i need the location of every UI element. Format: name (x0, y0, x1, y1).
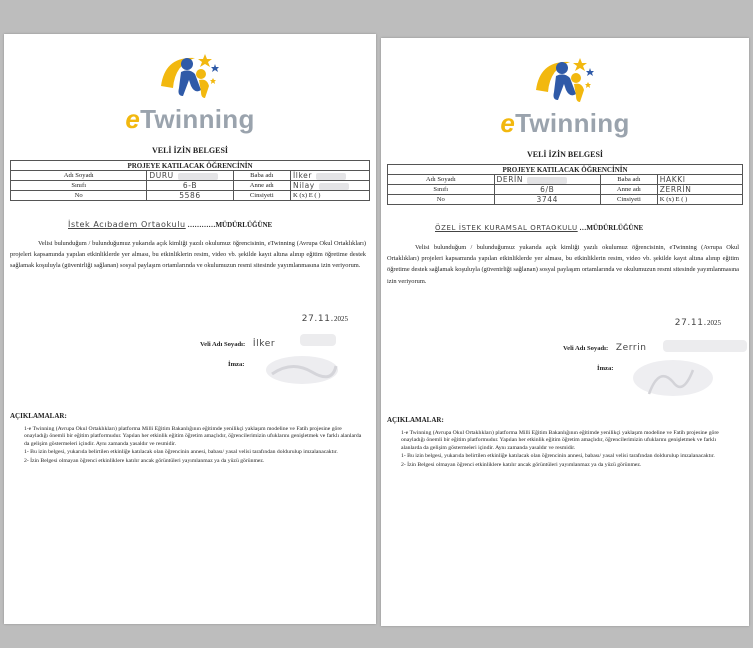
aciklamalar-heading: AÇIKLAMALAR: (10, 412, 67, 420)
label-student-name: Adı Soyadı (11, 171, 147, 181)
redacted-surname (178, 173, 218, 180)
label-student-name: Adı Soyadı (388, 175, 495, 185)
student-name-value: DURU (149, 171, 174, 180)
mother-name-value: ZERRİN (659, 185, 692, 194)
label-father-name: Baba adı (601, 175, 658, 185)
father-name-value: İlker (293, 171, 313, 180)
gender-value: K (x) E ( ) (659, 196, 688, 203)
note-1: 1-e Twinning (Avrupa Okul Ortaklıkları) platforma Milli Eğitim Bakanlığının eğitimde yenilikçi yaklaşım modeline ve Fatih projesine göre onayladığı önemli bir eğitim platformudur. Yapılan her etkinlik eğitim öğretim amaçlıdır, öğrencilerimizin ufuklarını genişletmek ve farklı alanlarda da gelişim göstermeleri içindir. Aynı zamanda yasaldır ve resmidir. (401, 430, 719, 451)
label-class: Sınıfı (11, 181, 147, 191)
notes-section (10, 426, 364, 466)
etwinning-figure-icon (155, 46, 225, 108)
date-handwritten: 27.11. (301, 314, 334, 324)
gender-value: K (x) E ( ) (293, 192, 321, 199)
no-value: 3744 (536, 195, 558, 204)
etwinning-figure-icon (530, 50, 600, 112)
note-3: 2- İzin Belgesi olmayan öğrenci etkinliklere katılır ancak görüntüleri yayımlanmaz ya da yüzü görünmez. (401, 461, 642, 468)
note-1: 1-e Twinning (Avrupa Okul Ortaklıkları) platforma Milli Eğitim Bakanlığının eğitimde yenilikçi yaklaşım modeline ve Fatih projesine göre onayladığı önemli bir eğitim platformudur. Yapılan her etkinlik eğitim öğretim amaçlıdır, öğrencilerimizin ufuklarını genişletmek ve farklı alanlarda da gelişim göstermeleri içindir. Aynı zamanda yasaldır ve resmidir. (24, 426, 362, 447)
signature-blur (629, 356, 719, 406)
father-name-value: HAKKI (659, 175, 686, 184)
class-value: 6/B (540, 185, 555, 194)
signature-label: İmza: (228, 361, 245, 368)
student-info-table (387, 164, 743, 205)
date-year: 2025 (334, 315, 348, 323)
aciklamalar-heading: AÇIKLAMALAR: (387, 416, 444, 424)
document-title: VELİ İZİN BELGESİ (526, 150, 604, 159)
mudurlugune-label: MÜDÜRLÜĞÜNE (215, 221, 273, 229)
notes-section (387, 430, 737, 470)
class-value: 6-B (182, 181, 198, 190)
school-line: ÖZEL İSTEK KURAMSAL ORTAOKULU …MÜDÜRLÜĞÜNE (435, 224, 644, 232)
date-year: 2025 (707, 319, 721, 327)
school-name: İstek Acıbadem Ortaokulu (68, 220, 186, 229)
logo-wordmark: eTwinning (125, 104, 255, 134)
consent-body-text: Velisi bulunduğum / bulunduğumuz yukarıda açık kimliği yazılı okulumuz öğrencisinin, eTwinning (Avrupa Okul Ortaklıkları) projeleri kapsamında yapılan etkinliklerde yer alması, bu etkinliklerin resim, video vb. şekilde kayıt altına alınıp eğitim öğretime destek sağlamak koşuluyla (güvenirliği sağlanan) sosyal paylaşım ortamlarında ve okulumuzun resmi sitesinde yayımlanmasına izin veriyorum. (387, 244, 739, 285)
label-no: No (11, 191, 147, 201)
no-value: 5586 (179, 191, 201, 200)
mother-name-value: Nilay (293, 181, 315, 190)
student-name-value: DERİN (496, 175, 524, 184)
label-gender: Cinsiyeti (601, 195, 658, 205)
guardian-name-value: İlker (252, 339, 276, 349)
signature-blur (262, 352, 342, 388)
label-no: No (388, 195, 495, 205)
student-info-table (10, 160, 370, 201)
redacted-mother (319, 183, 349, 190)
table-header: PROJEYE KATILACAK ÖĞRENCİNİN (11, 161, 370, 171)
label-mother-name: Anne adı (601, 185, 658, 195)
date (675, 318, 721, 328)
mudurlugune-label: MÜDÜRLÜĞÜNE (586, 224, 644, 232)
note-2: 1- Bu izin belgesi, yukarıda belirtilen etkinliğe katılacak olan öğrencinin annesi, babası/ yasal velisi tarafından doldurulup imzalanacaktır. (401, 453, 715, 460)
consent-form-page-1 (4, 34, 376, 624)
document-title: VELİ İZİN BELGESİ (151, 146, 229, 155)
label-class: Sınıfı (388, 185, 495, 195)
label-gender: Cinsiyeti (233, 191, 290, 201)
school-line: İstek Acıbadem Ortaokulu …………MÜDÜRLÜĞÜNE (68, 220, 273, 229)
etwinning-logo (381, 50, 749, 142)
signature-label: İmza: (597, 365, 614, 372)
guardian-name-line: Veli Adı Soyadı: İlker (200, 339, 276, 349)
table-header: PROJEYE KATILACAK ÖĞRENCİNİN (388, 165, 743, 175)
consent-body-text: Velisi bulunduğum / bulunduğumuz yukarıda açık kimliği yazılı okulumuz öğrencisinin, eTwinning (Avrupa Okul Ortaklıkları) projeleri kapsamında yapılan etkinliklerde yer alması, bu etkinliklerin resim, video vb. şekilde kayıt altına alınıp eğitim öğretime destek sağlamak koşuluyla (güvenirliği sağlanan) sosyal paylaşım ortamlarında ve okulumuzun resmi sitesinde yayımlanmasına izin veriyorum. (10, 240, 366, 270)
guardian-name-value: Zerrin (615, 343, 647, 353)
note-2: 1- Bu izin belgesi, yukarıda belirtilen etkinliğe katılacak olan öğrencinin annesi, babası/ yasal velisi tarafından doldurulup imzalanacaktır. (24, 449, 338, 456)
redacted-father (316, 173, 346, 180)
guardian-name-line: Veli Adı Soyadı: Zerrin (563, 343, 647, 353)
label-mother-name: Anne adı (233, 181, 290, 191)
date (302, 314, 348, 324)
school-name: ÖZEL İSTEK KURAMSAL ORTAOKULU (435, 224, 578, 232)
redaction-smudge (300, 334, 336, 346)
student-info-form (10, 160, 370, 201)
redaction-smudge (663, 340, 747, 352)
redacted-surname (527, 177, 567, 184)
label-father-name: Baba adı (233, 171, 290, 181)
student-info-form (387, 164, 743, 205)
logo-wordmark: eTwinning (500, 108, 630, 138)
date-handwritten: 27.11. (674, 318, 707, 328)
consent-form-page-2 (381, 38, 749, 626)
note-3: 2- İzin Belgesi olmayan öğrenci etkinliklere katılır ancak görüntüleri yayımlanmaz ya da yüzü görünmez. (24, 457, 265, 464)
etwinning-logo (4, 46, 376, 138)
